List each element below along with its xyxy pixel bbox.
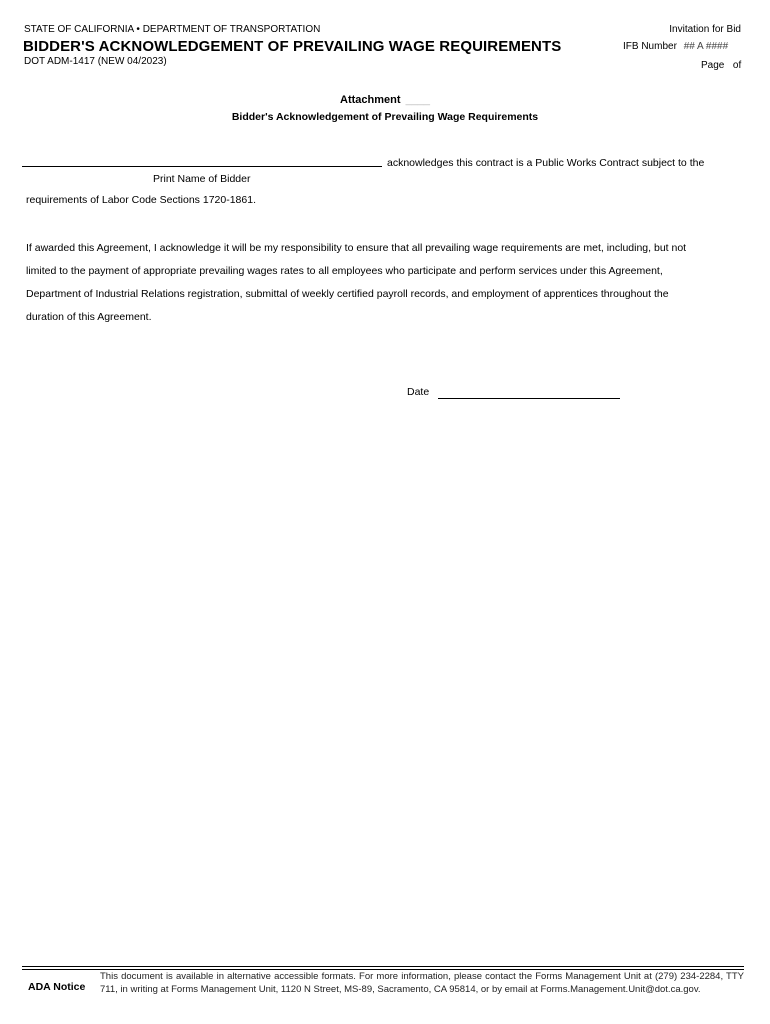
- acknowledges-text: acknowledges this contract is a Public Works Contract subject to the: [387, 157, 705, 169]
- attachment-row: [340, 94, 430, 106]
- paragraph-line: duration of this Agreement.: [26, 311, 152, 323]
- page-label: Page: [701, 60, 725, 71]
- attachment-label: Attachment: [340, 94, 401, 106]
- paragraph-line: If awarded this Agreement, I acknowledge it will be my responsibility to ensure that all prevailing wage requirements are met, including, but not: [26, 242, 687, 254]
- date-field[interactable]: [438, 398, 620, 399]
- form-number: DOT ADM-1417 (NEW 04/2023): [24, 56, 167, 67]
- form-title: BIDDER'S ACKNOWLEDGEMENT OF PREVAILING WAGE REQUIREMENTS: [23, 38, 562, 55]
- footer-divider: [22, 966, 744, 967]
- page-of-row: [701, 60, 746, 71]
- agency-name: STATE OF CALIFORNIA • DEPARTMENT OF TRANSPORTATION: [24, 24, 321, 35]
- requirements-text: requirements of Labor Code Sections 1720-1861.: [26, 194, 256, 206]
- invitation-label: Invitation for Bid: [669, 24, 741, 35]
- ifb-number-label: IFB Number: [623, 41, 677, 52]
- ifb-number-row: [623, 41, 728, 52]
- paragraph-line: Department of Industrial Relations registration, submittal of weekly certified payroll records, and employment of apprentices throughout the: [26, 288, 669, 300]
- ifb-number-field[interactable]: ## A ####: [683, 41, 729, 52]
- ada-notice-text: This document is available in alternative accessible formats. For more information, please contact the Forms Management Unit at (279) 234-2284, TTY 711, in writing at Forms Management Unit, 1120 N Street, MS-89, Sacramento, CA 95814, or by email at Forms.Management.Unit@dot.ca.gov.: [100, 971, 744, 995]
- bidder-name-field[interactable]: [22, 166, 382, 167]
- ada-notice-label: ADA Notice: [28, 981, 86, 993]
- date-label: Date: [407, 386, 430, 398]
- of-label: of: [732, 60, 742, 71]
- paragraph-line: limited to the payment of appropriate prevailing wages rates to all employees who participate and perform services under this Agreement,: [26, 265, 663, 277]
- attachment-number-field[interactable]: ____: [405, 94, 431, 106]
- print-name-label: Print Name of Bidder: [153, 173, 251, 185]
- acknowledgement-paragraph: [26, 237, 736, 329]
- attachment-subtitle: Bidder's Acknowledgement of Prevailing Wage Requirements: [231, 111, 539, 123]
